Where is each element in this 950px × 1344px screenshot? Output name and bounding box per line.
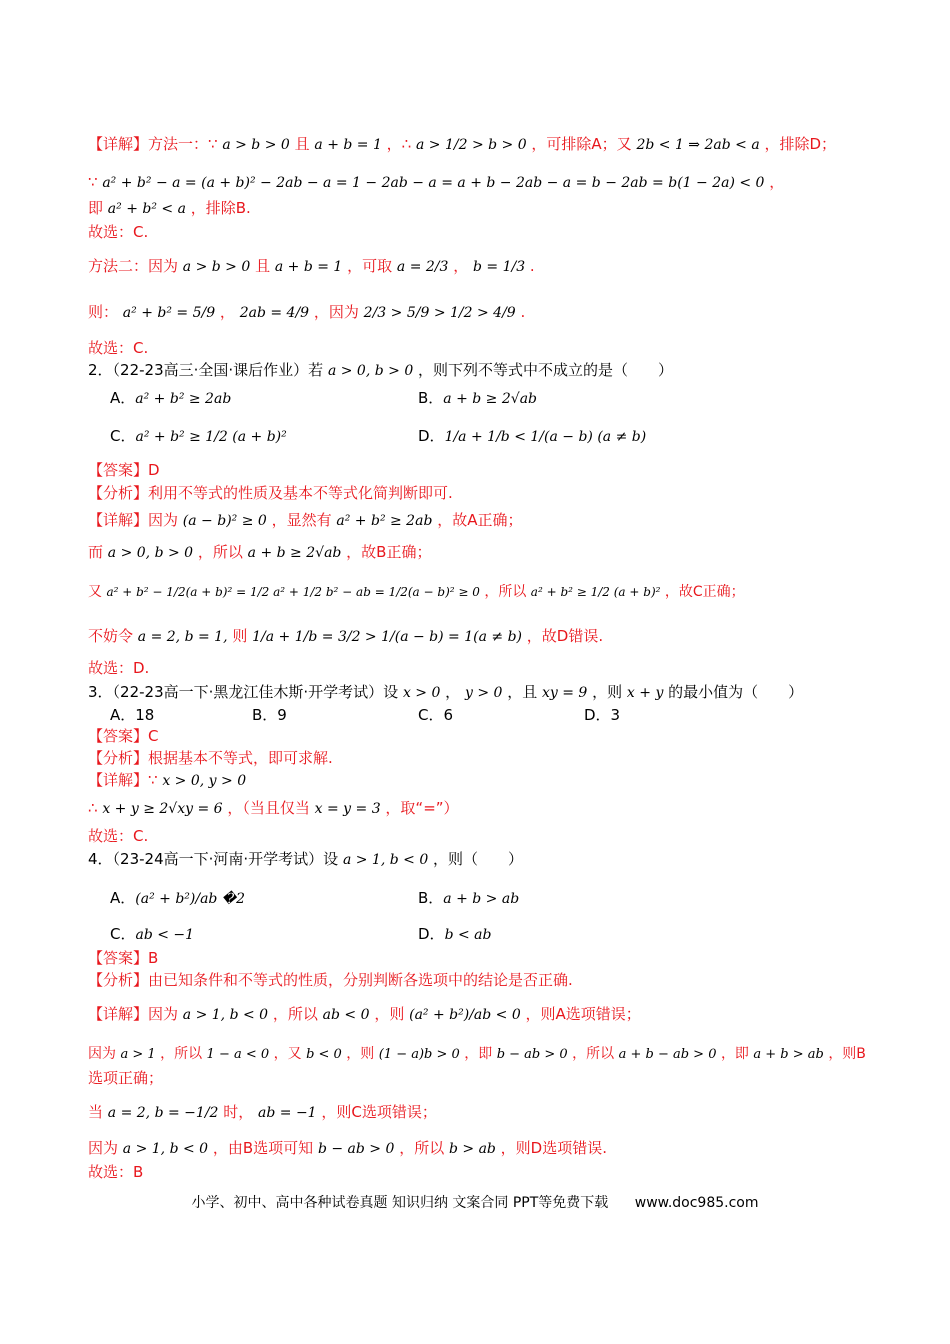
q1-choice-1: 故选：C. — [88, 223, 149, 241]
q2-analysis: 【分析】利用不等式的性质及基本不等式化简判断即可. — [88, 484, 453, 502]
footer-site-link[interactable]: www.doc985.com — [634, 1195, 759, 1211]
q1-choice-2: 故选：C. — [88, 339, 149, 357]
q4-analysis: 【分析】由已知条件和不等式的性质，分别判断各选项中的结论是否正确. — [88, 971, 573, 989]
q4-final: 故选：B — [88, 1163, 144, 1181]
footer-text: 小学、初中、高中各种试卷真题 知识归纳 文案合同 PPT等免费下载 — [191, 1195, 609, 1211]
q4-detail-2: 因为 a > 1 ，所以 1 − a < 0 ，又 b < 0 ，则 (1 − a)b > 0 ，即 b − ab > 0 ，所以 a + b − ab > 0 ，即 a + b > ab ，则B — [88, 1046, 866, 1062]
q4-option-a: A．(a² + b²)/ab �2 — [110, 889, 246, 907]
q1-detail-line1: 【详解】方法一：∵ a > b > 0 且 a + b = 1 ，∴ a > 1/2 > b > 0 ，可排除A；又 2b < 1 ⇒ 2ab < a ，排除D； — [88, 135, 837, 153]
q3-final: 故选：C. — [88, 827, 149, 845]
q2-stem: 2．（22-23高三·全国·课后作业）若 a > 0, b > 0 ，则下列不等式中不成立的是（ ） — [88, 361, 674, 379]
q2-detail-3: 又 a² + b² − 1/2(a + b)² = 1/2 a² + 1/2 b² − ab = 1/2(a − b)² ≥ 0 ，所以 a² + b² ≥ 1/2 (a + b)² ，故C正确； — [88, 584, 745, 600]
q4-detail-2-cont: 选项正确； — [88, 1069, 164, 1087]
q1-method2-line: 方法二：因为 a > b > 0 且 a + b = 1 ，可取 a = 2/3 ， b = 1/3 . — [88, 257, 535, 275]
q4-option-b: B．a + b > ab — [418, 889, 520, 907]
q4-detail-4: 因为 a > 1, b < 0 ，由B选项可知 b − ab > 0 ，所以 b > ab ，则D选项错误. — [88, 1139, 607, 1157]
q1-method2-calc: 则： a² + b² = 5/9 ， 2ab = 4/9 ，因为 2/3 > 5/9 > 1/2 > 4/9 . — [88, 303, 526, 321]
q3-answer: 【答案】C — [88, 727, 159, 745]
q1-detail-line2: ∵ a² + b² − a = (a + b)² − 2ab − a = 1 − 2ab − a = a + b − 2ab − a = b − 2ab = b(1 − 2a) < 0 ， — [88, 173, 785, 191]
q2-detail-4: 不妨令 a = 2, b = 1, 则 1/a + 1/b = 3/2 > 1/(a − b) = 1(a ≠ b) ，故D错误. — [88, 627, 604, 645]
q3-analysis: 【分析】根据基本不等式，即可求解. — [88, 749, 333, 767]
q2-final: 故选：D. — [88, 659, 150, 677]
q4-answer: 【答案】B — [88, 949, 159, 967]
q4-option-d: D．b < ab — [418, 925, 492, 943]
q3-option-a: A．18 — [110, 706, 155, 724]
q3-detail-1: 【详解】∵ x > 0, y > 0 — [88, 771, 247, 789]
q2-option-b: B．a + b ≥ 2√ab — [418, 389, 538, 407]
q4-detail-1: 【详解】因为 a > 1, b < 0 ，所以 ab < 0 ，则 (a² + b²)/ab < 0 ，则A选项错误； — [88, 1005, 641, 1023]
q3-stem: 3．（22-23高一下·黑龙江佳木斯·开学考试）设 x > 0 ， y > 0 ，且 xy = 9 ，则 x + y 的最小值为（ ） — [88, 683, 804, 701]
q1-detail-line3: 即 a² + b² < a ，排除B. — [88, 199, 251, 217]
q2-option-d: D．1/a + 1/b < 1/(a − b) (a ≠ b) — [418, 427, 647, 445]
q3-option-d: D．3 — [584, 706, 621, 724]
q3-option-c: C．6 — [418, 706, 454, 724]
q4-stem: 4．（23-24高一下·河南·开学考试）设 a > 1, b < 0 ，则（ ） — [88, 850, 524, 868]
q2-detail-1: 【详解】因为 (a − b)² ≥ 0 ，显然有 a² + b² ≥ 2ab ，故A正确； — [88, 511, 523, 529]
q2-answer: 【答案】D — [88, 461, 160, 479]
q2-option-c: C．a² + b² ≥ 1/2 (a + b)² — [110, 427, 287, 445]
q2-option-a: A．a² + b² ≥ 2ab — [110, 389, 232, 407]
q4-option-c: C．ab < −1 — [110, 925, 195, 943]
q3-detail-2: ∴ x + y ≥ 2√xy = 6 ，（当且仅当 x = y = 3 ，取“=”） — [88, 799, 459, 817]
q4-detail-3: 当 a = 2, b = −1/2 时， ab = −1 ，则C选项错误； — [88, 1103, 437, 1121]
q2-detail-2: 而 a > 0, b > 0 ，所以 a + b ≥ 2√ab ，故B正确； — [88, 543, 432, 561]
q3-option-b: B．9 — [252, 706, 287, 724]
page-footer — [0, 1192, 950, 1212]
